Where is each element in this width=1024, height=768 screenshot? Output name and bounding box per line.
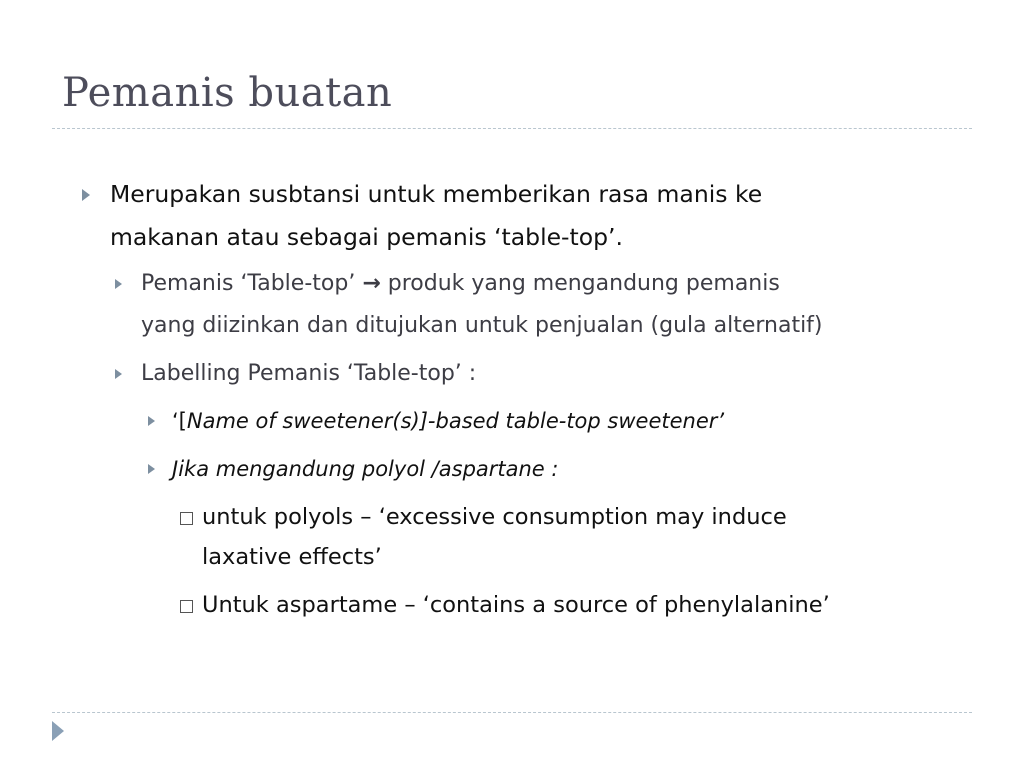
triangle-bullet-icon	[148, 464, 155, 474]
bullet-text-line	[172, 400, 724, 442]
right-arrow-icon: →	[362, 271, 381, 296]
bullet-text-line: Merupakan susbtansi untuk memberikan rasa manis ke	[110, 180, 763, 208]
play-triangle-icon[interactable]	[52, 721, 64, 741]
slide-title: Pemanis buatan	[62, 70, 393, 116]
triangle-bullet-icon	[115, 279, 122, 289]
bullet-text-line: Labelling Pemanis ‘Table-top’ :	[141, 361, 477, 386]
bullet-text-segment: Name of sweetener(s)]-based table-top sweetener’	[186, 409, 725, 433]
bullet-text-line: untuk polyols – ‘excessive consumption may induce	[202, 504, 787, 530]
triangle-bullet-icon	[148, 416, 155, 426]
bullet-text-segment: ‘[	[172, 409, 187, 433]
bullet-text-line: Jika mengandung polyol /aspartane :	[172, 457, 559, 481]
bullet-text-segment: Pemanis ‘Table-top’	[141, 271, 363, 296]
bullet-text-line: Untuk aspartame – ‘contains a source of phenylalanine’	[202, 592, 830, 618]
bullet-text-line: makanan atau sebagai pemanis ‘table-top’.	[110, 223, 623, 251]
footer-divider	[52, 712, 972, 713]
triangle-bullet-icon	[82, 189, 90, 201]
square-bullet-icon	[180, 512, 193, 525]
bullet-text-line	[141, 263, 780, 305]
bullet-text-segment: produk yang mengandung pemanis	[380, 271, 780, 296]
triangle-bullet-icon	[115, 369, 122, 379]
bullet-text-line: yang diizinkan dan ditujukan untuk penjualan (gula alternatif)	[141, 313, 823, 338]
bullet-text-line: laxative effects’	[202, 544, 382, 570]
square-bullet-icon	[180, 600, 193, 613]
